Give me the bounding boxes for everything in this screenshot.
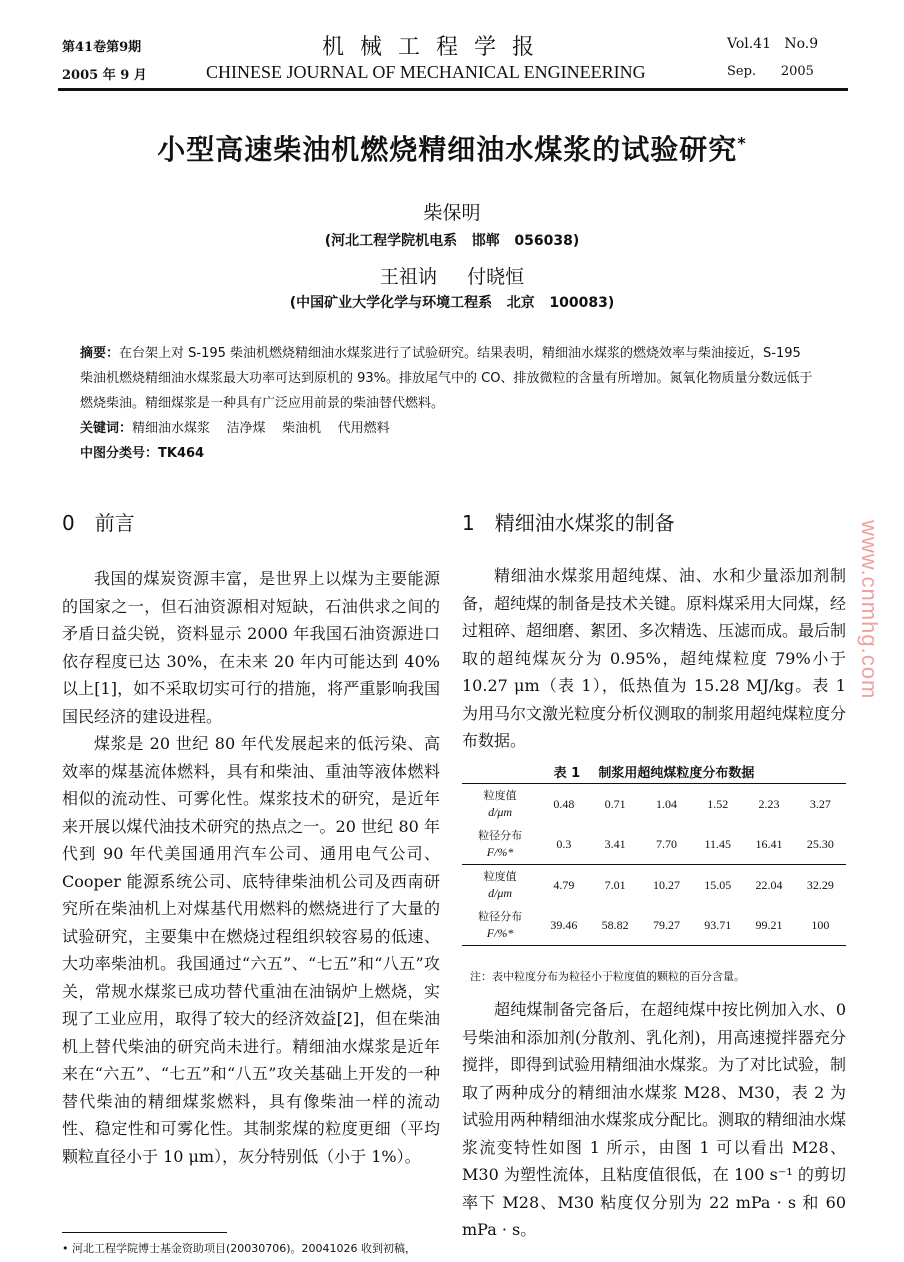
date-en: Sep. 2005 — [727, 64, 814, 79]
journal-name-cn: 机械工程学报 — [322, 35, 551, 60]
keywords-label: 关键词： — [80, 421, 133, 436]
abstract-text: 在台架上对 S-195 柴油机燃烧精细油水煤浆进行了试验研究。结果表明，精细油水煤浆的燃烧效率与柴油接近，S-195 柴油机燃烧精细油水煤浆最大功率可达到原机的 93%。排放尾气中的 CO、排放微粒的含量有所增加。氮氧化物质量分数远低于燃烧柴油。精细煤浆是一种具有广泛应用前景的柴油替代燃料。 — [80, 346, 813, 411]
section-number: 0 — [62, 511, 75, 535]
volume-issue-en: Vol.41 No.9 — [727, 36, 819, 52]
table-1-caption: 表 1 制浆用超纯煤粒度分布数据 — [553, 766, 755, 781]
row-label: 粒径分布 — [478, 910, 523, 923]
table-cell: 39.46 — [550, 917, 578, 932]
table-cell: 7.70 — [655, 836, 677, 851]
row-header — [462, 865, 538, 906]
section-1-para-1 — [462, 562, 846, 755]
affiliation-2: (中国矿业大学化学与环境工程系 北京 100083) — [289, 295, 615, 311]
table-cell: 2.23 — [758, 796, 780, 811]
table-1 — [462, 783, 846, 946]
table-cell: 22.04 — [755, 877, 783, 892]
table-cell: 0.3 — [556, 836, 572, 851]
row-header — [462, 784, 538, 825]
table-row — [462, 905, 846, 946]
row-label: 粒径分布 — [478, 829, 523, 842]
affiliation-1: (河北工程学院机电系 邯郸 056038) — [324, 233, 580, 249]
row-unit: d/μm — [488, 805, 513, 819]
table-cell: 16.41 — [755, 836, 783, 851]
table-cell: 10.27 — [652, 877, 680, 892]
paragraph: 超纯煤制备完备后，在超纯煤中按比例加入水、0 号柴油和添加剂(分散剂、乳化剂)，用高速搅拌器充分搅拌，即得到试验用精细油水煤浆。为了对比试验，制取了两种成分的精细油水煤浆 M28、M30，表 2 为试验用两种精细油水煤浆成分配比。测取的精细油水煤浆流变特性如图 1 所示，由图 1 可以看出 M28、M30 为塑性流体，且粘度值很低，在 100 s⁻¹ 的剪切率下 M28、M30 粘度仅分别为 22 mPa · s 和 60 mPa · s。 — [462, 1000, 847, 1239]
table-cell: 7.01 — [604, 877, 626, 892]
clc-number — [80, 441, 815, 466]
table-row — [462, 865, 846, 906]
date-cn: 2005 年 9 月 — [62, 68, 147, 83]
footnote-rule — [62, 1232, 227, 1233]
table-cell: 15.05 — [704, 877, 732, 892]
abstract-text-block — [80, 341, 815, 416]
journal-name-en: CHINESE JOURNAL OF MECHANICAL ENGINEERING — [206, 62, 646, 82]
watermark: www.cnmhg.com — [857, 520, 882, 700]
keywords — [80, 416, 815, 441]
table-cell: 79.27 — [652, 917, 680, 932]
paper-title — [0, 128, 904, 168]
row-unit: F/%* — [486, 926, 514, 940]
table-cell: 4.79 — [553, 877, 575, 892]
title-footnote-mark: * — [737, 133, 747, 153]
section-1-heading — [462, 507, 695, 536]
section-0-heading — [62, 507, 155, 536]
row-unit: F/%* — [486, 845, 514, 859]
table-cell: 11.45 — [704, 836, 732, 851]
table-cell: 0.48 — [553, 796, 575, 811]
title-text: 小型高速柴油机燃烧精细油水煤浆的试验研究 — [157, 133, 738, 166]
author-1: 柴保明 — [423, 202, 481, 224]
row-label: 粒度值 — [483, 870, 517, 883]
abstract-label: 摘要： — [80, 346, 120, 361]
table-cell: 100 — [811, 917, 830, 932]
row-label: 粒度值 — [483, 789, 517, 802]
table-cell: 0.71 — [604, 796, 626, 811]
table-cell: 1.52 — [707, 796, 729, 811]
footnote: • 河北工程学院博士基金资助项目(20030706)。20041026 收到初稿， — [62, 1242, 417, 1255]
table-cell: 3.27 — [809, 796, 831, 811]
table-row — [462, 784, 846, 825]
row-header — [462, 824, 538, 865]
table-cell: 58.82 — [601, 917, 629, 932]
author-2: 王祖讷 付晓恒 — [379, 266, 525, 288]
table-cell: 25.30 — [806, 836, 834, 851]
clc-label: 中图分类号： — [80, 446, 159, 461]
table-cell: 32.29 — [806, 877, 834, 892]
section-number: 1 — [462, 511, 475, 535]
table-cell: 99.21 — [755, 917, 783, 932]
paragraph: 我国的煤炭资源丰富，是世界上以煤为主要能源的国家之一，但石油资源相对短缺，石油供求之间的矛盾日益尖锐，资料显示 2000 年我国石油资源进口依存程度已达 30%，在未来 20 年内可能达到 40%以上[1]，如不采取切实可行的措施，将严重影响我国国民经济的建设进程。 — [62, 569, 440, 726]
keywords-text: 精细油水煤浆 洁净煤 柴油机 代用燃料 — [132, 421, 390, 436]
table-1-note: 注：表中粒度分布为粒径小于粒度值的颗粒的百分含量。 — [470, 970, 745, 983]
paragraph: 精细油水煤浆用超纯煤、油、水和少量添加剂制备，超纯煤的制备是技术关键。原料煤采用大同煤，经过粗碎、超细磨、絮团、多次精选、压滤而成。最后制取的超纯煤灰分为 0.95%，超纯煤粒度 79%小于 10.27 μm（表 1），低热值为 15.28 MJ/kg。表 1 为用马尔文激光粒度分析仪测取的制浆用超纯煤粒度分布数据。 — [462, 566, 847, 750]
section-title: 前言 — [94, 511, 135, 535]
section-0-body — [62, 565, 440, 1170]
table-row — [462, 824, 846, 865]
header-rule — [58, 88, 848, 91]
table-cell: 3.41 — [604, 836, 626, 851]
table-cell: 93.71 — [704, 917, 732, 932]
paragraph: 煤浆是 20 世纪 80 年代发展起来的低污染、高效率的煤基流体燃料，具有和柴油、重油等液体燃料相似的流动性、可雾化性。煤浆技术的研究，是近年来开展以煤代油技术研究的热点之一。20 世纪 80 年代到 90 年代美国通用汽车公司、通用电气公司、Cooper 能源系统公司、底特律柴油机公司及西南研究所在柴油机上对煤基代用燃料的燃烧进行了大量的试验研究，主要集中在燃烧过程组织较容易的低速、大功率柴油机。我国通过“六五”、“七五”和“八五”攻关，常规水煤浆已成功替代重油在油锅炉上燃烧，实现了工业应用，取得了较大的经济效益[2]，但在柴油机上替代柴油的研究尚未进行。精细油水煤浆是近年来在“六五”、“七五”和“八五”攻关基础上开发的一种替代柴油的精细煤浆燃料，具有像柴油一样的流动性、稳定性和可雾化性。其制浆煤的粒度更细（平均颗粒直径小于 10 μm），灰分特别低（小于 1%）。 — [62, 734, 440, 1166]
table-cell: 1.04 — [655, 796, 677, 811]
volume-issue-cn: 第41卷第9期 — [62, 40, 142, 55]
clc-value: TK464 — [158, 446, 205, 461]
row-unit: d/μm — [488, 886, 513, 900]
row-header — [462, 905, 538, 946]
section-title: 精细油水煤浆的制备 — [494, 511, 675, 535]
abstract — [80, 341, 815, 466]
section-1-para-2 — [462, 996, 846, 1244]
